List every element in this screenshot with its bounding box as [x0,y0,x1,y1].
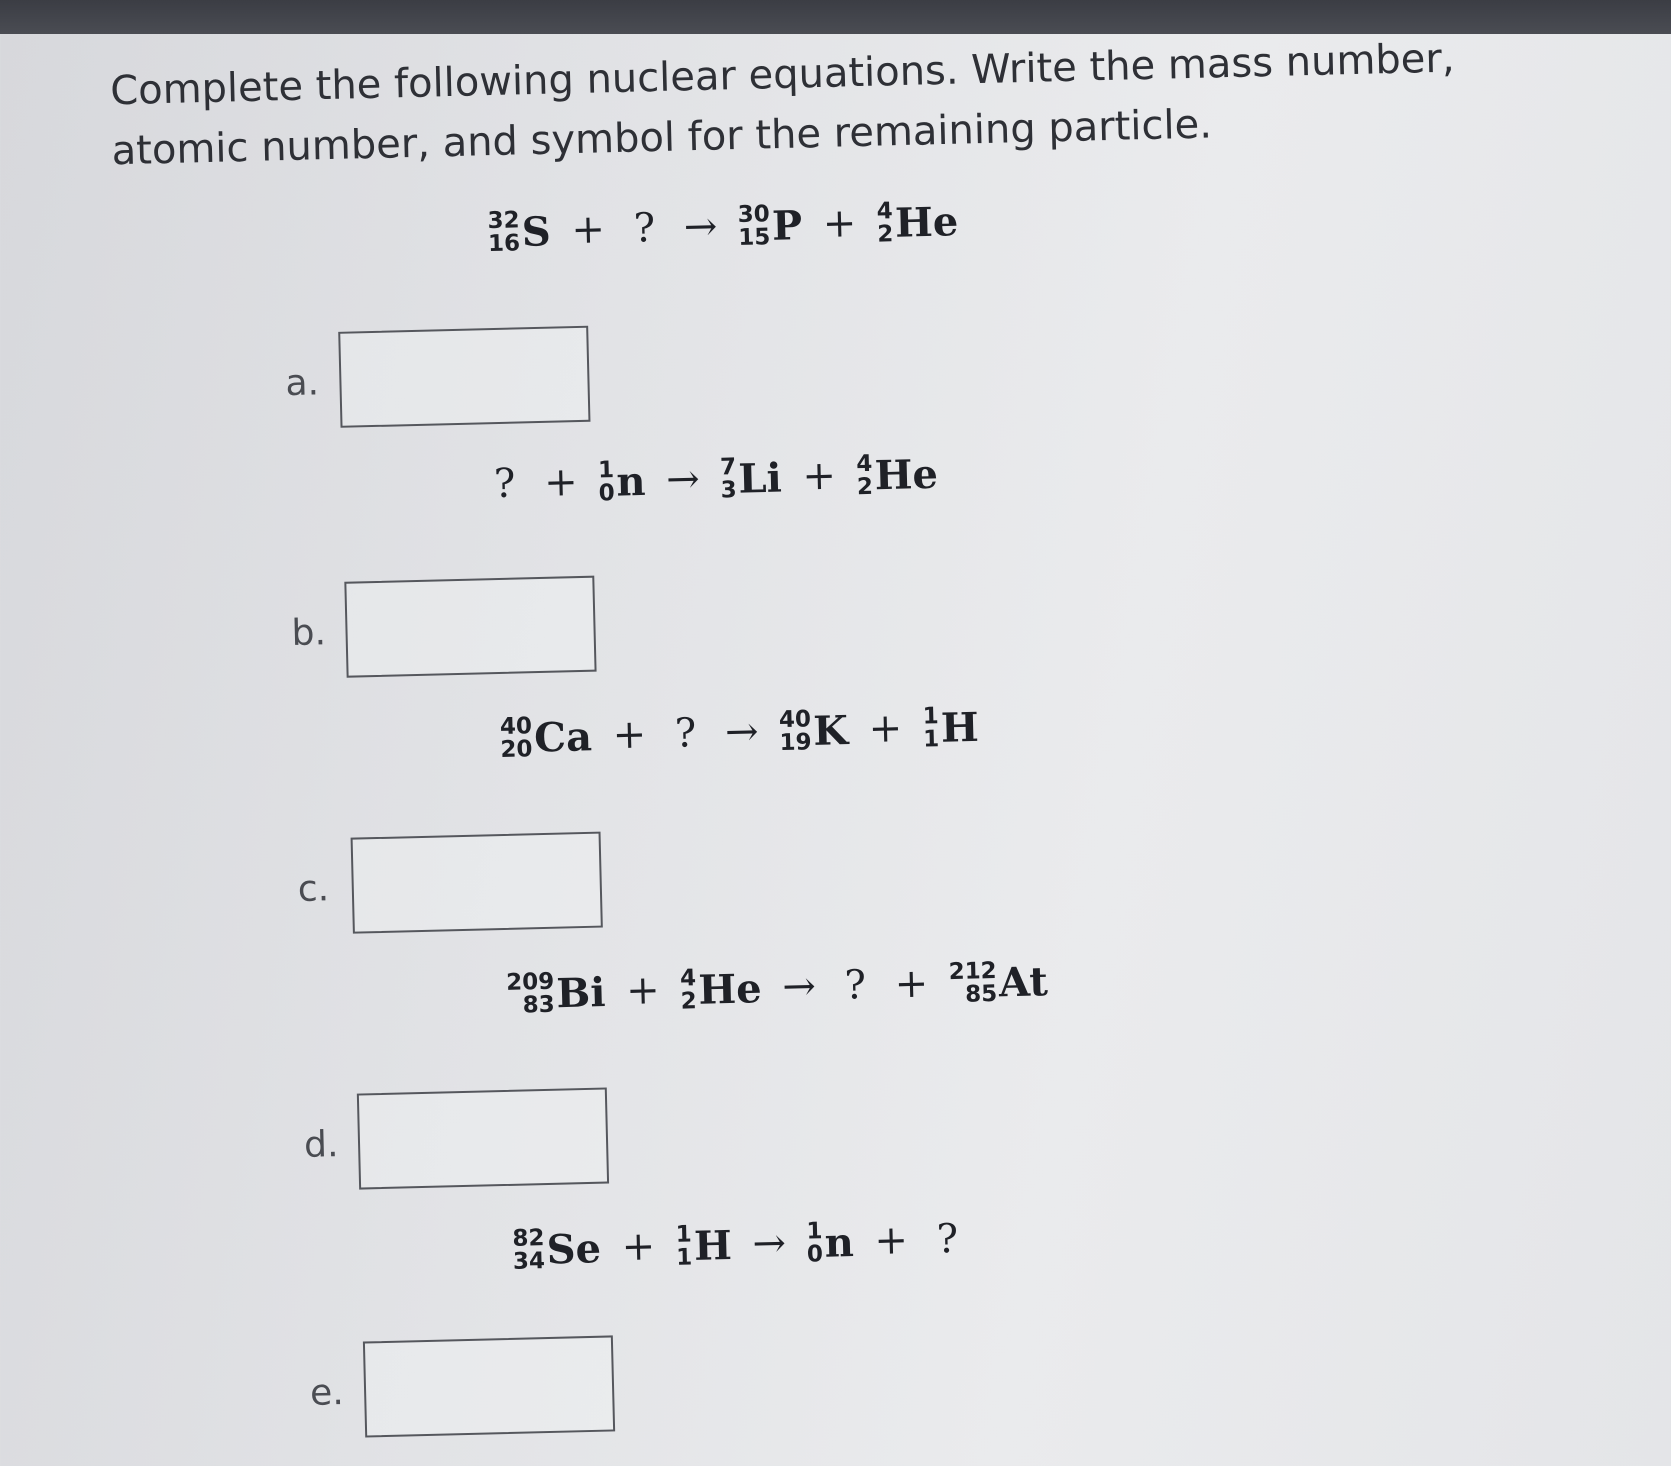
atomic-number: 15 [737,224,771,252]
nuclide [922,702,979,753]
nuclide [487,206,551,257]
question-instructions: Complete the following nuclear equations. Write the mass number, atomic number, and symbol for the remaining particle. [109,35,1456,175]
element-symbol: He [697,965,763,1014]
element-symbol: At [998,958,1049,1007]
answer-box-c[interactable] [351,832,603,934]
nuclide [779,705,849,756]
mass-number: 40 [778,706,812,734]
element-symbol: H [940,704,980,752]
mass-number: 82 [512,1225,545,1253]
unknown-particle: ? [674,710,697,757]
arrow-icon: → [751,1220,787,1267]
problem-label-d: d. [303,1124,339,1166]
plus-sign: + [612,711,647,759]
plus-sign: + [822,200,857,247]
plus-sign: + [621,1223,656,1271]
plus-sign: + [873,1217,909,1264]
atomic-number: 20 [500,736,533,764]
nuclide [675,1220,732,1271]
mass-number: 212 [948,958,997,986]
problem-label-e: e. [309,1372,345,1414]
arrow-icon: → [665,456,701,503]
nuclide [500,711,593,763]
atomic-number: 1 [675,1244,693,1272]
element-symbol: n [824,1219,855,1267]
element-symbol: n [615,458,647,506]
element-symbol: He [894,198,959,247]
atomic-number: 1 [922,726,940,753]
nuclide [680,963,762,1014]
unknown-particle: ? [843,962,867,1009]
problem-label-b: b. [291,612,327,655]
nuclide [948,956,1048,1008]
mass-number: 1 [922,703,939,730]
mass-number: 40 [499,713,533,741]
element-symbol: Se [546,1225,602,1274]
nuclide [806,1217,854,1268]
arrow-icon: → [683,203,718,251]
atomic-number: 0 [806,1241,824,1268]
nuclide [512,1223,602,1275]
element-symbol: S [521,208,552,257]
element-symbol: He [874,450,939,500]
atomic-number: 0 [598,480,615,507]
plus-sign: + [570,206,606,254]
atomic-number: 2 [856,474,874,501]
atomic-number: 85 [964,981,998,1008]
equation-d [506,955,1049,1019]
atomic-number: 16 [487,230,521,258]
unknown-particle: ? [493,460,516,508]
problem-label-a: a. [284,362,320,405]
plus-sign: + [868,705,903,752]
plus-sign: + [625,967,661,1014]
element-symbol: Ca [533,713,593,762]
element-symbol: Bi [555,969,607,1018]
atomic-number: 34 [512,1248,546,1276]
equation-e [512,1213,967,1275]
nuclide [876,196,958,247]
mass-number: 4 [679,965,697,992]
mass-number: 1 [806,1218,823,1245]
equation-a [487,195,959,257]
plus-sign: + [894,960,929,1008]
mass-number: 30 [737,201,771,229]
element-symbol: K [812,707,849,756]
nuclide [737,200,802,251]
nuclide [856,448,938,499]
mass-number: 1 [597,457,615,484]
atomic-number: 2 [680,988,697,1015]
element-symbol: P [771,202,803,250]
answer-box-e[interactable] [363,1335,615,1437]
nuclide [598,456,646,507]
element-symbol: H [693,1222,733,1271]
mass-number: 7 [719,454,737,481]
mass-number: 4 [876,198,894,225]
equation-b [493,447,938,509]
problem-label-c: c. [297,868,330,910]
unknown-particle: ? [936,1215,959,1263]
arrow-icon: → [781,963,817,1011]
atomic-number: 2 [876,221,894,248]
nuclide [720,452,783,503]
arrow-icon: → [724,708,760,756]
atomic-number: 83 [522,992,556,1019]
mass-number: 209 [505,969,555,997]
answer-box-b[interactable] [344,576,596,678]
answer-box-a[interactable] [338,326,590,428]
mass-number: 32 [487,207,520,235]
atomic-number: 3 [720,477,738,504]
mass-number: 4 [856,451,873,478]
nuclide [506,967,606,1019]
atomic-number: 19 [779,729,812,757]
answer-box-d[interactable] [357,1088,609,1190]
plus-sign: + [543,459,579,506]
element-symbol: Li [737,454,783,503]
unknown-particle: ? [633,205,656,252]
equation-c [500,700,980,762]
mass-number: 1 [675,1221,693,1249]
plus-sign: + [801,452,837,500]
